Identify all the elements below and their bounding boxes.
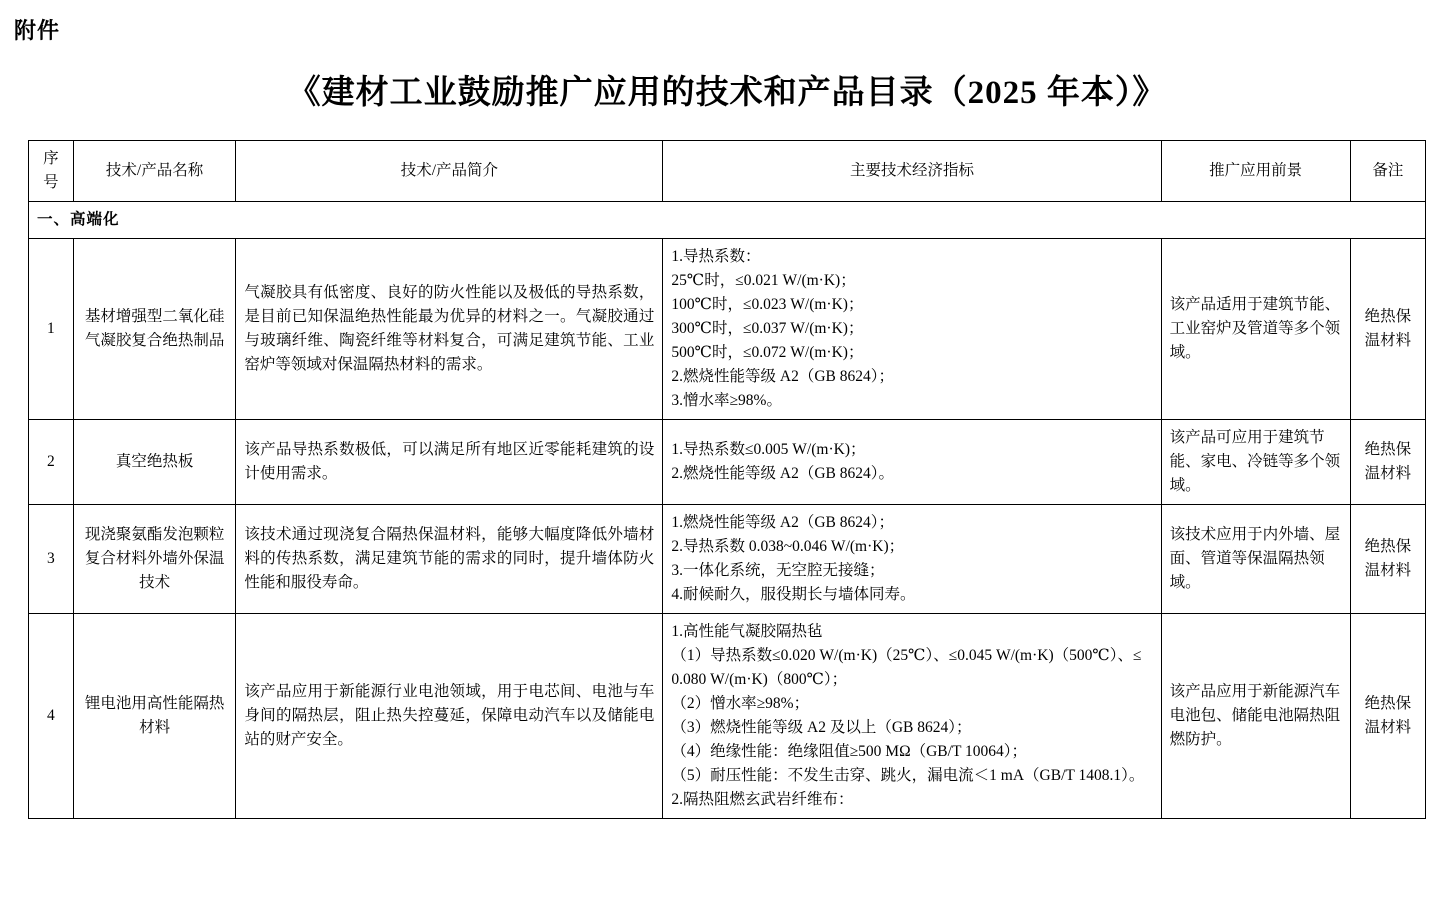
spec-line: 1.高性能气凝胶隔热毡 [671, 623, 823, 641]
description-text: 该产品导热系数极低，可以满足所有地区近零能耗建筑的设计使用需求。 [244, 441, 655, 483]
row-description [236, 614, 663, 819]
spec-line: 2.燃烧性能等级 A2（GB 8624）； [671, 368, 895, 386]
row-spec [663, 239, 1161, 420]
row-future: 该产品应用于新能源汽车电池包、储能电池隔热阻燃防护。 [1161, 614, 1350, 819]
spec-line: （2）憎水率≥98%； [671, 695, 810, 713]
attachment-label: 附件 [14, 18, 61, 43]
row-spec [663, 420, 1161, 505]
column-header-name: 技术/产品名称 [73, 141, 236, 202]
row-description [236, 239, 663, 420]
row-description [236, 505, 663, 614]
row-product-name: 锂电池用高性能隔热材料 [73, 614, 236, 819]
row-remark: 绝热保温材料 [1350, 505, 1425, 614]
spec-line: （1）导热系数≤0.020 W/(m·K)（25℃）、≤0.045 W/(m·K)（500℃）、≤0.080 W/(m·K)（800℃）； [671, 647, 1142, 689]
spec-line: 25℃时，≤0.021 W/(m·K)； [671, 272, 856, 290]
row-remark: 绝热保温材料 [1350, 614, 1425, 819]
table-row [29, 420, 1426, 505]
table-body [29, 202, 1426, 819]
row-number: 2 [29, 420, 74, 505]
spec-line: （5）耐压性能：不发生击穿、跳火，漏电流＜1 mA（GB/T 1408.1）。 [671, 767, 1145, 785]
row-number: 3 [29, 505, 74, 614]
spec-line: 4.耐候耐久，服役期长与墙体同寿。 [671, 586, 916, 604]
column-header-no: 序号 [29, 141, 74, 202]
spec-line: 1.燃烧性能等级 A2（GB 8624）； [671, 514, 895, 532]
row-remark: 绝热保温材料 [1350, 420, 1425, 505]
table-row [29, 505, 1426, 614]
spec-line: 100℃时，≤0.023 W/(m·K)； [671, 296, 864, 314]
spec-line: 1.导热系数： [671, 248, 761, 266]
table-header [29, 141, 1426, 202]
spec-line: 500℃时，≤0.072 W/(m·K)； [671, 344, 864, 362]
spec-line: 2.隔热阻燃玄武岩纤维布： [671, 791, 854, 809]
spec-line: 2.导热系数 0.038~0.046 W/(m·K)； [671, 538, 905, 556]
spec-line: 3.一体化系统，无空腔无接缝； [671, 562, 885, 580]
row-description [236, 420, 663, 505]
column-header-desc: 技术/产品简介 [236, 141, 663, 202]
section-title: 一、高端化 [29, 202, 1426, 239]
row-product-name: 基材增强型二氧化硅气凝胶复合绝热制品 [73, 239, 236, 420]
row-future: 该产品可应用于建筑节能、家电、冷链等多个领域。 [1161, 420, 1350, 505]
row-spec [663, 614, 1161, 819]
row-spec [663, 505, 1161, 614]
row-number: 1 [29, 239, 74, 420]
row-number: 4 [29, 614, 74, 819]
row-future: 该产品适用于建筑节能、工业窑炉及管道等多个领域。 [1161, 239, 1350, 420]
description-text: 气凝胶具有低密度、良好的防火性能以及极低的导热系数，是目前已知保温绝热性能最为优异的材料之一。气凝胶通过与玻璃纤维、陶瓷纤维等材料复合，可满足建筑节能、工业窑炉等领域对保温隔热材料的需求。 [244, 284, 655, 374]
spec-line: 1.导热系数≤0.005 W/(m·K)； [671, 441, 866, 459]
table-row [29, 239, 1426, 420]
spec-line: 2.燃烧性能等级 A2（GB 8624）。 [671, 465, 895, 483]
row-product-name: 现浇聚氨酯发泡颗粒复合材料外墙外保温技术 [73, 505, 236, 614]
page-title: 《建材工业鼓励推广应用的技术和产品目录（2025 年本）》 [287, 75, 1167, 111]
description-text: 该产品应用于新能源行业电池领域，用于电芯间、电池与车身间的隔热层，阻止热失控蔓延，保障电动汽车以及储能电站的财产安全。 [244, 683, 655, 749]
column-header-spec: 主要技术经济指标 [663, 141, 1161, 202]
table-row [29, 614, 1426, 819]
row-future: 该技术应用于内外墙、屋面、管道等保温隔热领域。 [1161, 505, 1350, 614]
spec-line: 3.憎水率≥98%。 [671, 392, 782, 410]
spec-line: （4）绝缘性能：绝缘阻值≥500 MΩ（GB/T 10064）； [671, 743, 1028, 761]
spec-line: 300℃时，≤0.037 W/(m·K)； [671, 320, 864, 338]
row-product-name: 真空绝热板 [73, 420, 236, 505]
row-remark: 绝热保温材料 [1350, 239, 1425, 420]
section-header-row [29, 202, 1426, 239]
column-header-future: 推广应用前景 [1161, 141, 1350, 202]
description-text: 该技术通过现浇复合隔热保温材料，能够大幅度降低外墙材料的传热系数，满足建筑节能的需求的同时，提升墙体防火性能和服役寿命。 [244, 526, 655, 592]
column-header-remark: 备注 [1350, 141, 1425, 202]
spec-line: （3）燃烧性能等级 A2 及以上（GB 8624）； [671, 719, 972, 737]
catalog-table [28, 140, 1426, 819]
